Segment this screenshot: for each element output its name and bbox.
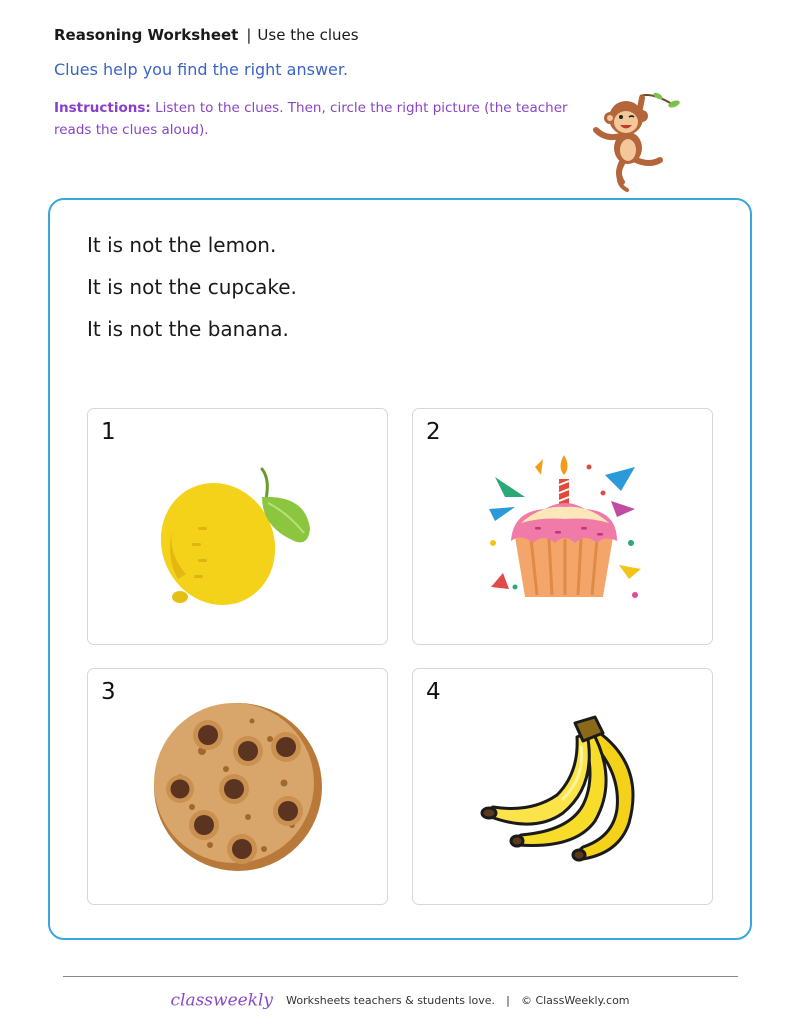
- answer-card-2[interactable]: [412, 408, 713, 645]
- clue-3: It is not the banana.: [87, 317, 289, 341]
- footer: [0, 990, 800, 1011]
- cupcake-icon: [485, 447, 645, 607]
- card-number: 3: [101, 679, 116, 705]
- clue-2: It is not the cupcake.: [87, 275, 297, 299]
- clue-1: It is not the lemon.: [87, 233, 277, 257]
- answer-card-1[interactable]: [87, 408, 388, 645]
- worksheet-topic: Use the clues: [257, 26, 359, 44]
- card-number: 2: [426, 419, 441, 445]
- footer-tagline: Worksheets teachers & students love.: [286, 994, 496, 1007]
- answer-card-4[interactable]: [412, 668, 713, 905]
- card-number: 1: [101, 419, 116, 445]
- instructions-text: Listen to the clues. Then, circle the right picture (the teacher reads the clues aloud).: [54, 100, 568, 138]
- banana-icon: [479, 713, 651, 863]
- cookie-icon: [152, 699, 324, 875]
- worksheet-title: Reasoning Worksheet: [54, 26, 239, 44]
- answer-card-3[interactable]: [87, 668, 388, 905]
- footer-copyright: © ClassWeekly.com: [520, 994, 630, 1007]
- monkey-icon: [582, 82, 682, 194]
- footer-separator: |: [506, 994, 510, 1007]
- card-number: 4: [426, 679, 441, 705]
- header-separator: |: [246, 26, 252, 44]
- lemon-icon: [158, 439, 318, 614]
- instructions-label: Instructions:: [54, 100, 151, 116]
- brand-logo: classweekly: [170, 990, 274, 1011]
- worksheet-subtitle: Clues help you find the right answer.: [54, 60, 349, 79]
- worksheet-header: [54, 26, 359, 44]
- footer-divider: [63, 976, 738, 977]
- instructions: [54, 97, 574, 141]
